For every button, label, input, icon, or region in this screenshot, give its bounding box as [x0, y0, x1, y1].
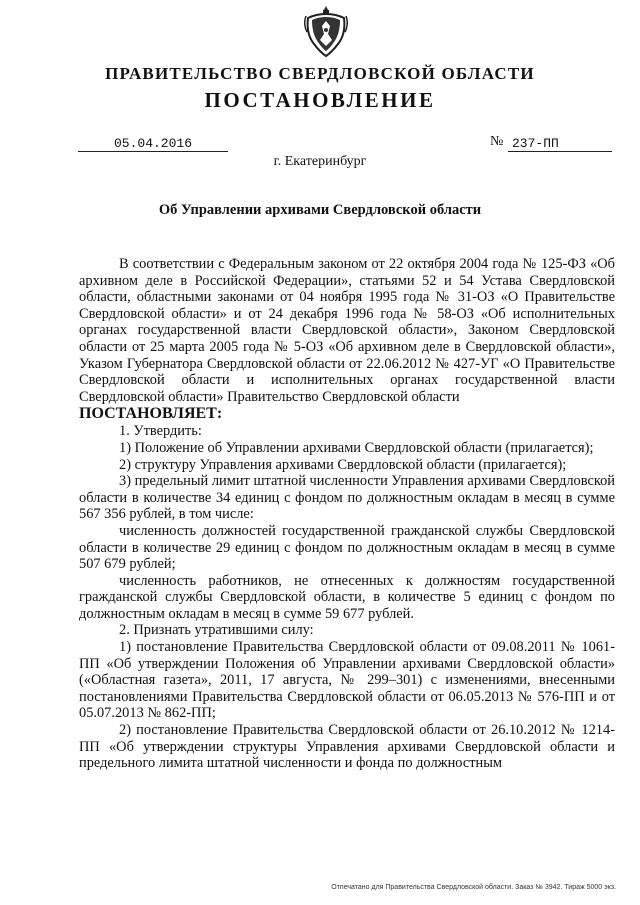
list-item: 2) постановление Правительства Свердловской области от 26.10.2012 № 1214-ПП «Об утверждении структуры Управления архивами Свердловской области и предельного лимита штатной численности и фонда по должностным [79, 722, 615, 772]
document-heading: Об Управлении архивами Свердловской области [158, 202, 482, 218]
list-item: 2) структуру Управления архивами Свердловской области (прилагается); [119, 456, 567, 473]
list-item: численность работников, не отнесенных к должностям государственной гражданской службы Свердловской области, в количестве 5 единиц с фондом по должностным окладам в месяц в сумме 59 677 рублей. [79, 572, 615, 622]
number-label: № [490, 134, 504, 149]
list-item: 1) Положение об Управлении архивами Свердловской области (прилагается); [119, 439, 594, 456]
resolves-word: ПОСТАНОВЛЯЕТ: [79, 405, 223, 423]
document-body [79, 256, 615, 772]
list-item: 1. Утвердить: [119, 423, 202, 440]
coat-of-arms-icon [304, 4, 348, 58]
city: г. Екатеринбург [273, 154, 367, 169]
document-type: ПОСТАНОВЛЕНИЕ [204, 88, 436, 112]
document-date: 05.04.2016 [78, 136, 228, 152]
preamble-paragraph: В соответствии с Федеральным законом от 22 октября 2004 года № 125-ФЗ «Об архивном деле в Российской Федерации», статьями 52 и 54 Устава Свердловской области, областными законами от 04 ноября 1995 года № 31-ОЗ «О Правительстве Свердловской области» и от 24 декабря 1996 года № 58-ОЗ «Об исполнительных органах государственной власти Свердловской области», Законом Свердловской области от 25 марта 2005 года № 5-ОЗ «Об архивном деле в Свердловской области», Указом Губернатора Свердловской области от 22.06.2012 № 427-УГ «О Правительстве Свердловской области и исполнительных органах государственной власти Свердловской области» Правительство Свердловской области [79, 256, 615, 405]
list-item: 3) предельный лимит штатной численности Управления архивами Свердловской области в количестве 34 единиц с фондом по должностным окладам в месяц в сумме 567 356 рублей, в том числе: [79, 473, 615, 523]
document-number: 237-ПП [508, 136, 612, 152]
print-footer: Отпечатано для Правительства Свердловской области. Заказ № 3942. Тираж 5000 экз. [331, 884, 616, 891]
list-item: 2. Признать утратившими силу: [119, 622, 314, 639]
list-item: 1) постановление Правительства Свердловской области от 09.08.2011 № 1061-ПП «Об утверждении Положения об Управлении архивами Свердловской области» («Областная газета», 2011, 17 августа, № 299–301) с изменениями, внесенными постановлениями Правительства Свердловской области от 06.05.2013 № 576-ПП и от 05.07.2013 № 862-ПП; [79, 639, 615, 722]
government-title: ПРАВИТЕЛЬСТВО СВЕРДЛОВСКОЙ ОБЛАСТИ [105, 64, 535, 83]
list-item: численность должностей государственной гражданской службы Свердловской области в количестве 29 единиц с фондом по должностным окладам в месяц в сумме 507 679 рублей; [79, 522, 615, 573]
